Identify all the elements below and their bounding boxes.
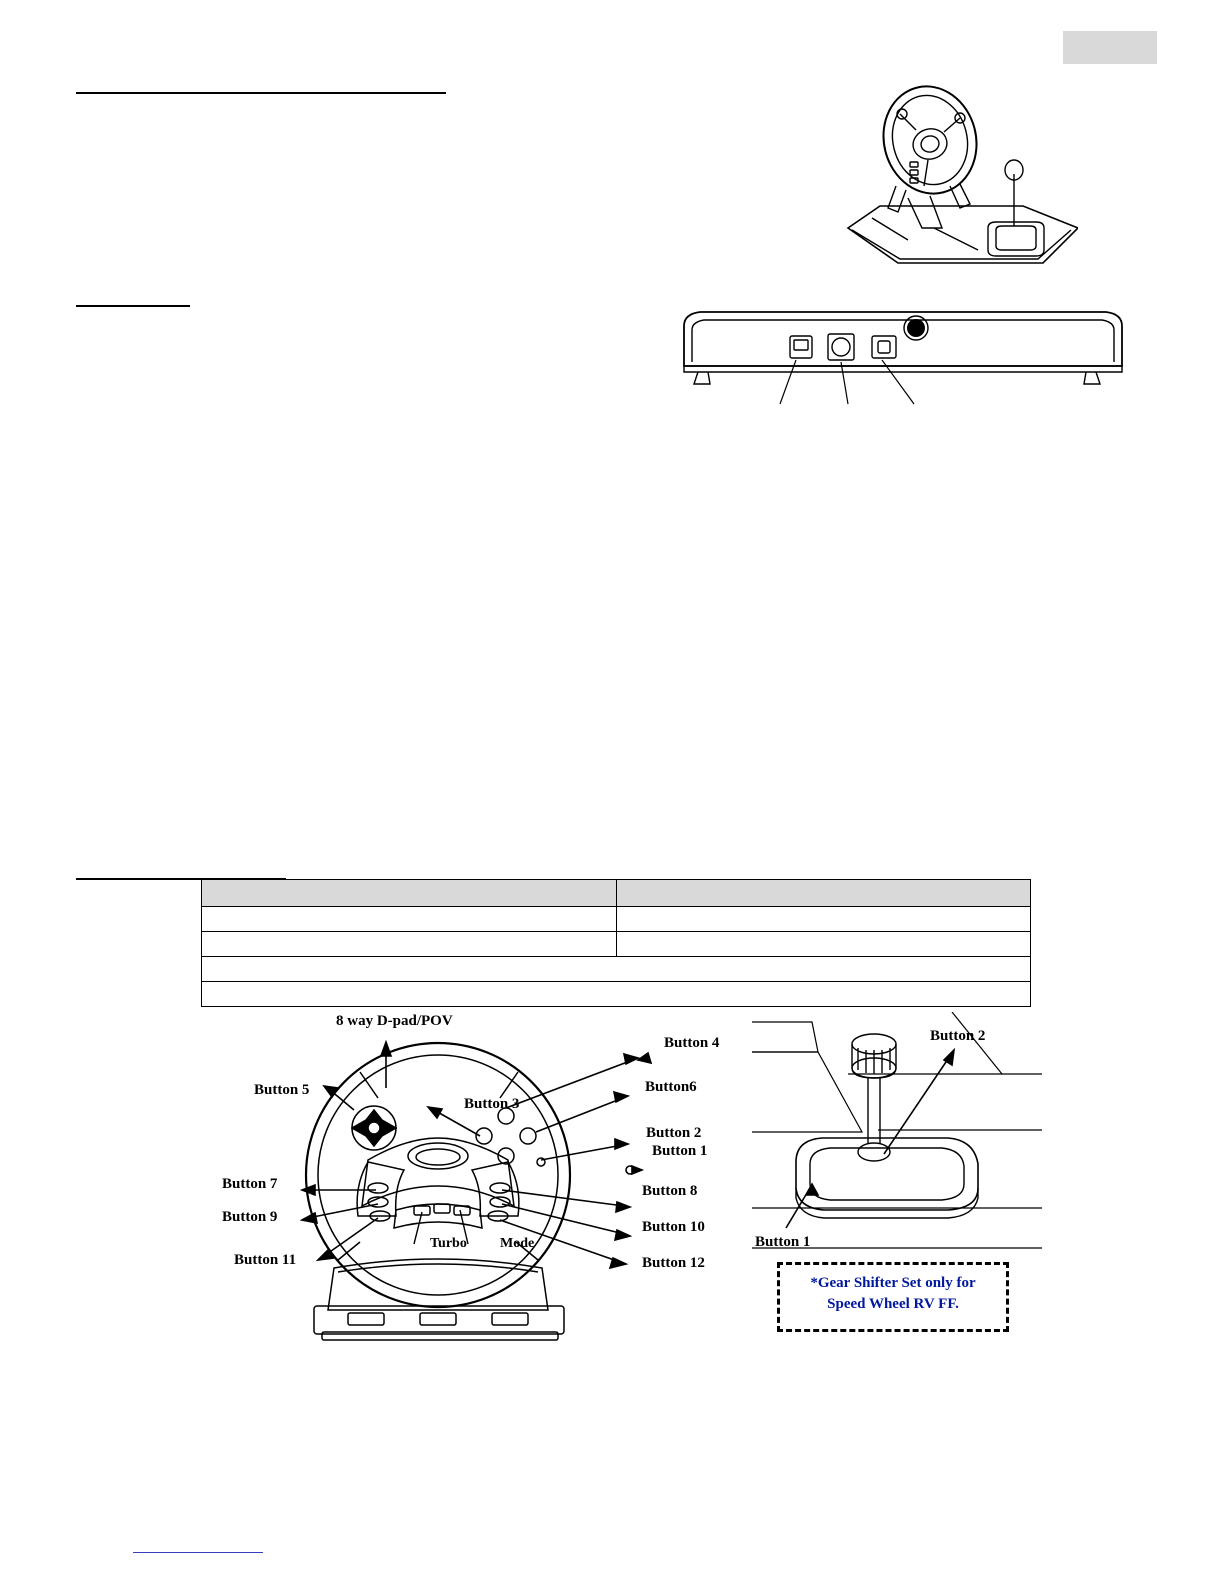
table-row <box>202 907 1031 932</box>
section-heading-rule-2 <box>76 305 190 307</box>
table-row <box>202 982 1031 1007</box>
label-dpad: 8 way D-pad/POV <box>336 1013 453 1029</box>
table-cell-full <box>202 957 1031 982</box>
label-button9: Button 9 <box>222 1209 278 1225</box>
table-cell <box>617 907 1031 932</box>
specification-table <box>201 879 1031 1007</box>
label-button7: Button 7 <box>222 1176 278 1192</box>
table-header-cell-2 <box>617 880 1031 907</box>
table-header-cell-1 <box>202 880 617 907</box>
note-line-2: Speed Wheel RV FF. <box>827 1296 959 1312</box>
label-button10: Button 10 <box>642 1219 705 1235</box>
label-button8: Button 8 <box>642 1183 698 1199</box>
connector-panel-illustration <box>676 300 1131 415</box>
table-cell <box>617 932 1031 957</box>
table-cell <box>202 907 617 932</box>
table-header-row <box>202 880 1031 907</box>
table-row <box>202 932 1031 957</box>
label-button2: Button 2 <box>646 1125 702 1141</box>
page-tab <box>1063 31 1157 64</box>
label-turbo: Turbo <box>430 1236 467 1251</box>
label-shifter-button1: Button 1 <box>755 1234 811 1250</box>
gear-shifter-note-box <box>777 1262 1009 1332</box>
label-button11: Button 11 <box>234 1252 297 1268</box>
section-heading-rule-1 <box>76 92 446 94</box>
label-button12: Button 12 <box>642 1255 705 1271</box>
note-line-1: *Gear Shifter Set only for <box>810 1275 976 1291</box>
footer-link[interactable] <box>133 1552 263 1553</box>
label-button4: Button 4 <box>664 1035 720 1051</box>
label-shifter-button2: Button 2 <box>930 1028 986 1044</box>
label-button5: Button 5 <box>254 1082 310 1098</box>
label-button3: Button 3 <box>464 1096 520 1112</box>
label-button6: Button6 <box>645 1079 697 1095</box>
table-row <box>202 957 1031 982</box>
wheel-pedals-illustration <box>838 78 1078 278</box>
label-mode: Mode <box>500 1236 535 1251</box>
table-cell <box>202 932 617 957</box>
label-button1: Button 1 <box>652 1143 708 1159</box>
gear-shifter-diagram <box>752 1012 1042 1272</box>
table-cell-full <box>202 982 1031 1007</box>
